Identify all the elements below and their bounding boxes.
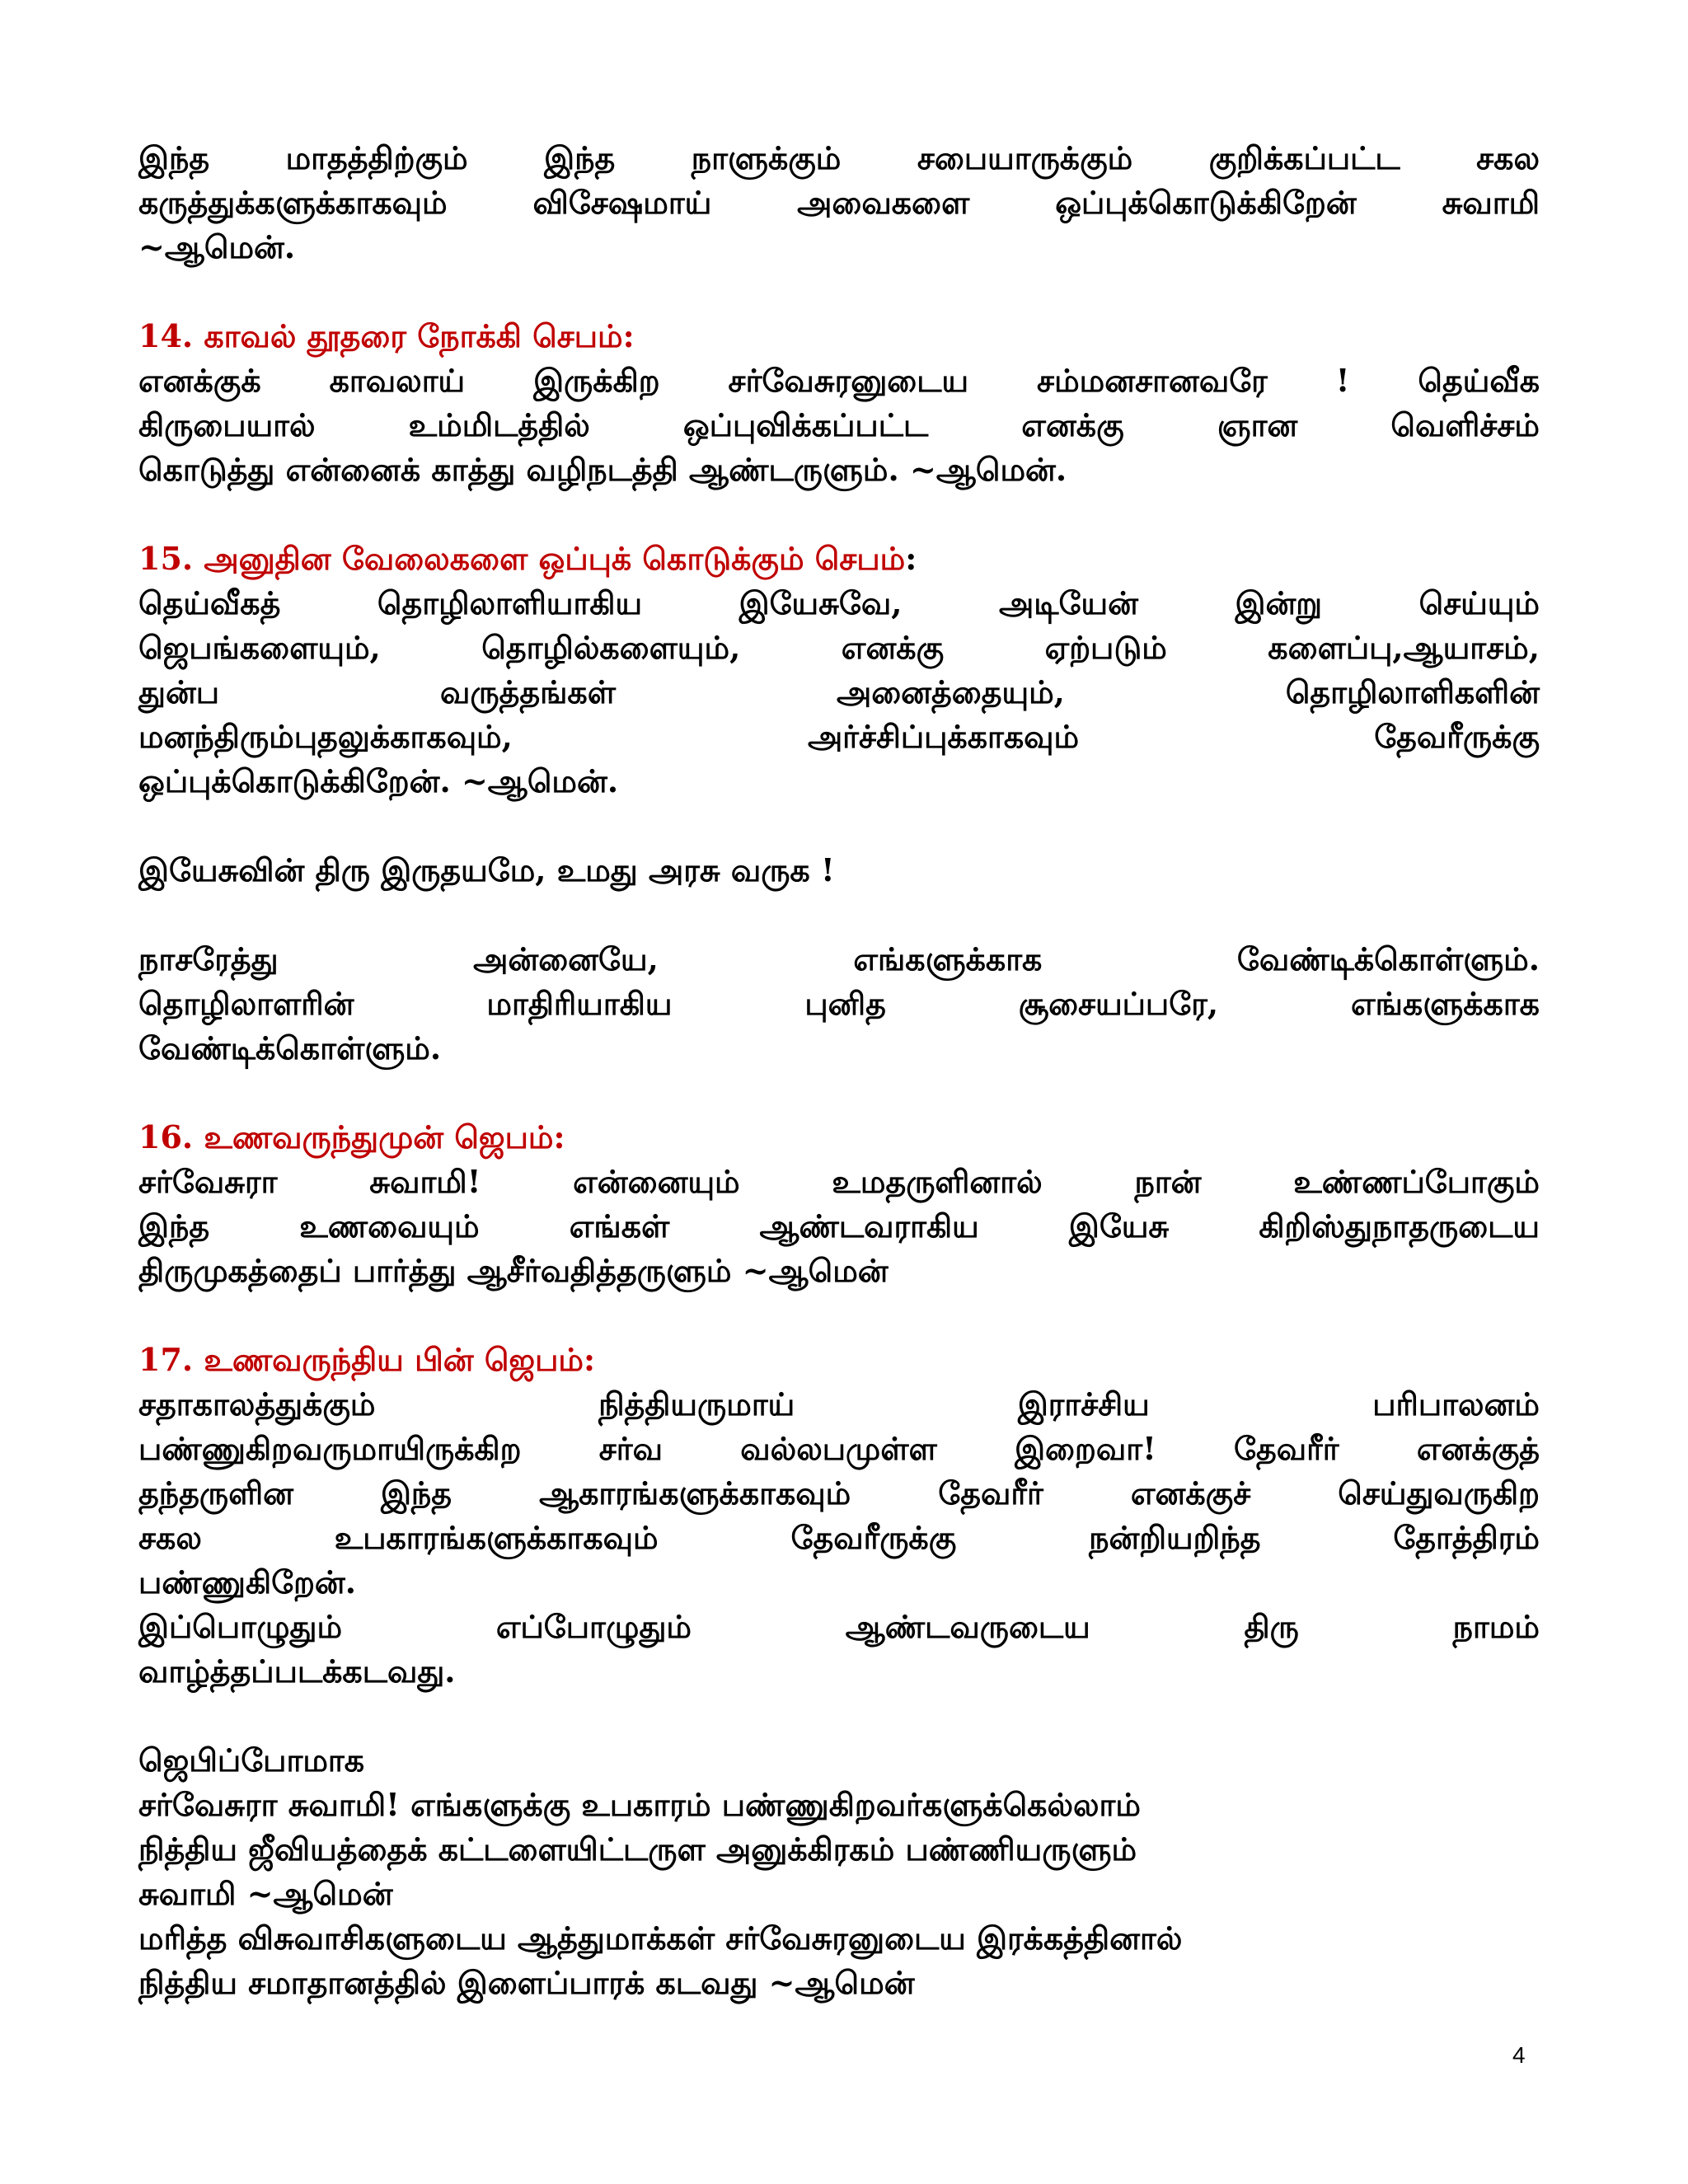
s17-line-5: பண்ணுகிறேன்.	[138, 1563, 357, 1601]
closing-line-4: மரித்த விசுவாசிகளுடைய ஆத்துமாக்கள் சர்வேசுரனுடைய இரக்கத்தினால்	[138, 1919, 1183, 1957]
intro-line-3: ~ஆமென்.	[138, 228, 296, 265]
section-17-heading: 17. உணவருந்திய பின் ஜெபம்:	[138, 1341, 595, 1378]
s17-line-1: சதாகாலத்துக்கும் நித்தியருமாய் இராச்சிய பரிபாலனம்	[138, 1385, 1540, 1422]
nazareth-line-3: வேண்டிக்கொள்ளும்.	[138, 1029, 442, 1066]
closing-line-3: சுவாமி ~ஆமென்	[138, 1875, 393, 1912]
sacred-heart-invocation: இயேசுவின் திரு இருதயமே, உமது அரசு வருக !	[138, 851, 835, 888]
intro-line-1: இந்த மாதத்திற்கும் இந்த நாளுக்கும் சபையாருக்கும் குறிக்கப்பட்ட சகல	[138, 139, 1540, 176]
document-page	[138, 136, 1540, 2005]
closing-line-5: நித்திய சமாதானத்தில் இளைப்பாரக் கடவது ~ஆமென்	[138, 1964, 915, 2001]
closing-line-2: நித்திய ஜீவியத்தைக் கட்டளையிட்டருள அனுக்கிரகம் பண்ணியருளும்	[138, 1830, 1137, 1868]
section-14-paragraph	[138, 359, 1540, 492]
s17-line-7: வாழ்த்தப்படக்கடவது.	[138, 1652, 456, 1690]
closing-paragraph	[138, 1783, 1540, 2005]
section-17-paragraph	[138, 1382, 1540, 1694]
nazareth-line-2: தொழிலாளரின் மாதிரியாகிய புனித சூசையப்பரே, எங்களுக்காக	[138, 985, 1540, 1022]
section-15-heading-text: 15. அனுதின வேலைகளை ஒப்புக் கொடுக்கும் செபம்	[138, 540, 906, 577]
section-15-paragraph	[138, 581, 1540, 804]
intro-line-2: கருத்துக்களுக்காகவும் விசேஷமாய் அவைகளை ஒப்புக்கொடுக்கிறேன் சுவாமி	[138, 184, 1540, 221]
s17-line-3: தந்தருளின இந்த ஆகாரங்களுக்காகவும் தேவரீர் எனக்குச் செய்துவருகிற	[138, 1474, 1540, 1511]
s14-line-3: கொடுத்து என்னைக் காத்து வழிநடத்தி ஆண்டருளும். ~ஆமென்.	[138, 451, 1067, 488]
s17-line-6: இப்பொழுதும் எப்போழுதும் ஆண்டவருடைய திரு நாமம்	[138, 1608, 1540, 1645]
s15-line-4: மனந்திரும்புதலுக்காகவும், அர்ச்சிப்புக்காகவும் தேவரீருக்கு	[138, 718, 1540, 755]
s16-line-1: சர்வேசுரா சுவாமி! என்னையும் உமதருளினால் நான் உண்ணப்போகும்	[138, 1163, 1540, 1200]
nazareth-line-1: நாசரேத்து அன்னையே, எங்களுக்காக வேண்டிக்கொள்ளும்.	[138, 940, 1540, 977]
s16-line-2: இந்த உணவையும் எங்கள் ஆண்டவராகிய இயேசு கிறிஸ்துநாதருடைய	[138, 1207, 1540, 1244]
s17-line-2: பண்ணுகிறவருமாயிருக்கிற சர்வ வல்லபமுள்ள இறைவா! தேவரீர் எனக்குத்	[138, 1430, 1540, 1467]
s16-line-3: திருமுகத்தைப் பார்த்து ஆசீர்வதித்தருளும் ~ஆமென்	[138, 1252, 889, 1289]
s15-line-1: தெய்வீகத் தொழிலாளியாகிய இயேசுவே, அடியேன் இன்று செய்யும்	[138, 584, 1540, 621]
s14-line-2: கிருபையால் உம்மிடத்தில் ஒப்புவிக்கப்பட்ட எனக்கு ஞான வெளிச்சம்	[138, 406, 1540, 443]
section-16-paragraph	[138, 1160, 1540, 1293]
section-14-heading: 14. காவல் தூதரை நோக்கி செபம்:	[138, 317, 635, 354]
s15-line-2: ஜெபங்களையும், தொழில்களையும், எனக்கு ஏற்படும் களைப்பு,ஆயாசம்,	[138, 629, 1540, 666]
closing-title: ஜெபிப்போமாக	[138, 1741, 365, 1779]
section-16-heading: 16. உணவருந்துமுன் ஜெபம்:	[138, 1118, 565, 1155]
section-15-heading-colon: :	[905, 540, 917, 577]
s14-line-1: எனக்குக் காவலாய் இருக்கிற சர்வேசுரனுடைய சம்மனசானவரே ! தெய்வீக	[138, 362, 1540, 399]
nazareth-invocation	[138, 937, 1540, 1071]
s15-line-5: ஒப்புக்கொடுக்கிறேன். ~ஆமென்.	[138, 762, 619, 799]
s17-line-4: சகல உபகாரங்களுக்காகவும் தேவரீருக்கு நன்றியறிந்த தோத்திரம்	[138, 1519, 1540, 1556]
page-number: 4	[1512, 2042, 1526, 2068]
closing-line-1: சர்வேசுரா சுவாமி! எங்களுக்கு உபகாரம் பண்ணுகிறவர்களுக்கெல்லாம்	[138, 1786, 1141, 1823]
section-15-heading	[138, 537, 1540, 581]
intro-paragraph	[138, 136, 1540, 269]
s15-line-3: துன்ப வருத்தங்கள் அனைத்தையும், தொழிலாளிகளின்	[138, 673, 1540, 710]
